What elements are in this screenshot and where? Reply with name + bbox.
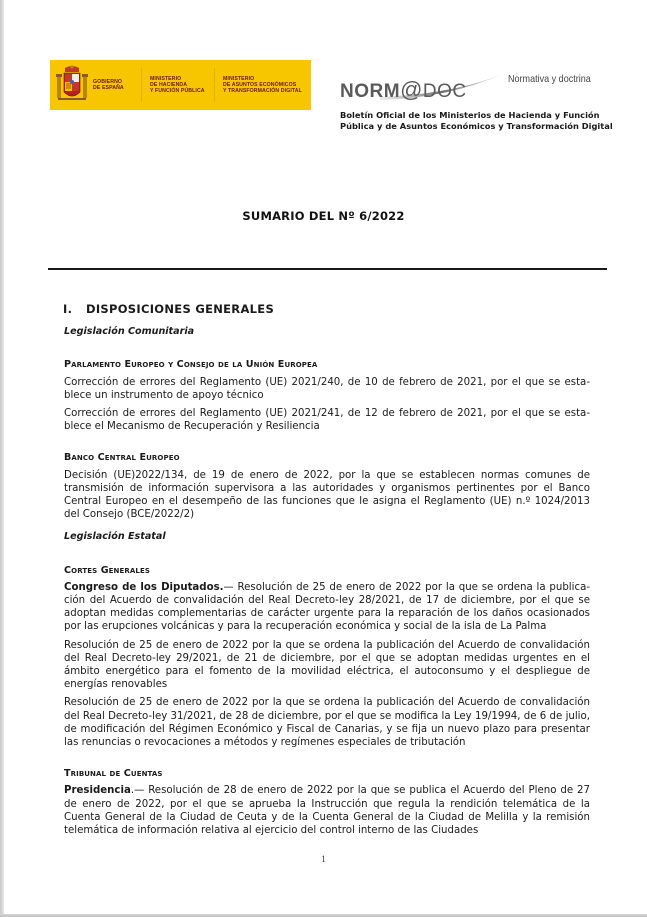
page-number: 1 [321,854,326,864]
coat-of-arms-icon [55,64,89,106]
org-heading-parlamento-europeo: Parlamento Europeo y Consejo de la Unión Europea [64,359,318,371]
org-heading-cortes-generales: Cortes Generales [64,564,150,576]
document-body [64,303,590,842]
normadoc-logo: NORM@DOC [340,77,467,102]
normadoc-header [340,70,613,131]
list-item[interactable]: Resolución de 25 de enero de 2022 por la que se ordena la publicación del Acuerdo de convalidación del Real Decreto-ley 31/2021, de 28 de diciembre, por el que se modifica la Ley 19/1994, de 6 de julio, de modificación del Régimen Económico y Fiscal de Canarias, y se fija un nuevo plazo para presentar las renuncias o revocaciones a métodos y regímenes especiales de tributación [64,697,590,749]
legislacion-estatal-heading: Legislación Estatal [64,531,166,543]
list-item[interactable]: Corrección de errores del Reglamento (UE) 2021/240, de 10 de febrero de 2021, por el que se establece un instrumento de apoyo técnico [64,376,590,401]
list-item[interactable]: Decisión (UE)2022/134, de 19 de enero de 2022, por la que se establecen normas comunes de transmisión de información supervisora a las autoridades y organismos pertinentes por el Banco Central Europeo en el desempeño de las funciones que le asigna el Reglamento (UE) n.º 1024/2013 del Consejo (BCE/2022/2) [64,469,590,521]
ministerio-hacienda-label: MINISTERIO DE HACIENDA Y FUNCIÓN PÚBLICA [150,76,205,94]
section-heading: I. DISPOSICIONES GENERALES [63,302,275,316]
banner-divider [214,68,215,102]
page-frame-left-edge [0,0,4,917]
bulletin-description: Boletín Oficial de los Ministerios de Hacienda y Función Pública y de Asuntos Económicos y Transformación Digital [340,110,613,131]
header-divider [48,268,607,270]
legislacion-comunitaria-heading: Legislación Comunitaria [64,326,195,338]
org-heading-tribunal-de-cuentas: Tribunal de Cuentas [64,768,163,780]
banner-divider [141,68,142,102]
list-item[interactable]: Corrección de errores del Reglamento (UE) 2021/241, de 12 de febrero de 2021, por el que se establece el Mecanismo de Recuperación y Resiliencia [64,408,590,433]
list-item[interactable]: Resolución de 25 de enero de 2022 por la que se ordena la publicación del Acuerdo de convalidación del Real Decreto-ley 29/2021, de 21 de diciembre, por el que se adoptan medidas urgentes en el ámbito energético para el fomento de la movilidad eléctrica, el autoconsumo y el despliegue de energías renovables [64,639,590,691]
government-banner-logo [50,60,311,110]
gobierno-de-espana-label: GOBIERNO DE ESPAÑA [93,79,124,91]
normadoc-tagline: Normativa y doctrina [508,73,591,85]
list-item[interactable]: Congreso de los Diputados.— Resolución de 25 de enero de 2022 por la que se ordena la publicación del Acuerdo de convalidación del Real Decreto-ley 28/2021, de 17 de diciembre, por el que se adoptan medidas complementarias de carácter urgente para la reparación de los daños ocasionados por las erupciones volcánicas y para la recuperación económica y social de la isla de La Palma [64,581,590,633]
org-heading-banco-central-europeo: Banco Central Europeo [64,452,180,464]
ministerio-asuntos-economicos-label: MINISTERIO DE ASUNTOS ECONÓMICOS Y TRANSFORMACIÓN DIGITAL [223,76,302,94]
list-item[interactable]: Presidencia.— Resolución de 28 de enero de 2022 por la que se publica el Acuerdo del Pleno de 27 de enero de 2022, por el que se aprueba la Instrucción que regula la rendición telemática de la Cuenta General de la Ciudad de Ceuta y de la Cuenta General de la Ciudad de Melilla y la remisión telemática de información relativa al ejercicio del control interno de las Ciudades [64,785,590,837]
document-title: SUMARIO DEL Nº 6/2022 [242,209,405,223]
